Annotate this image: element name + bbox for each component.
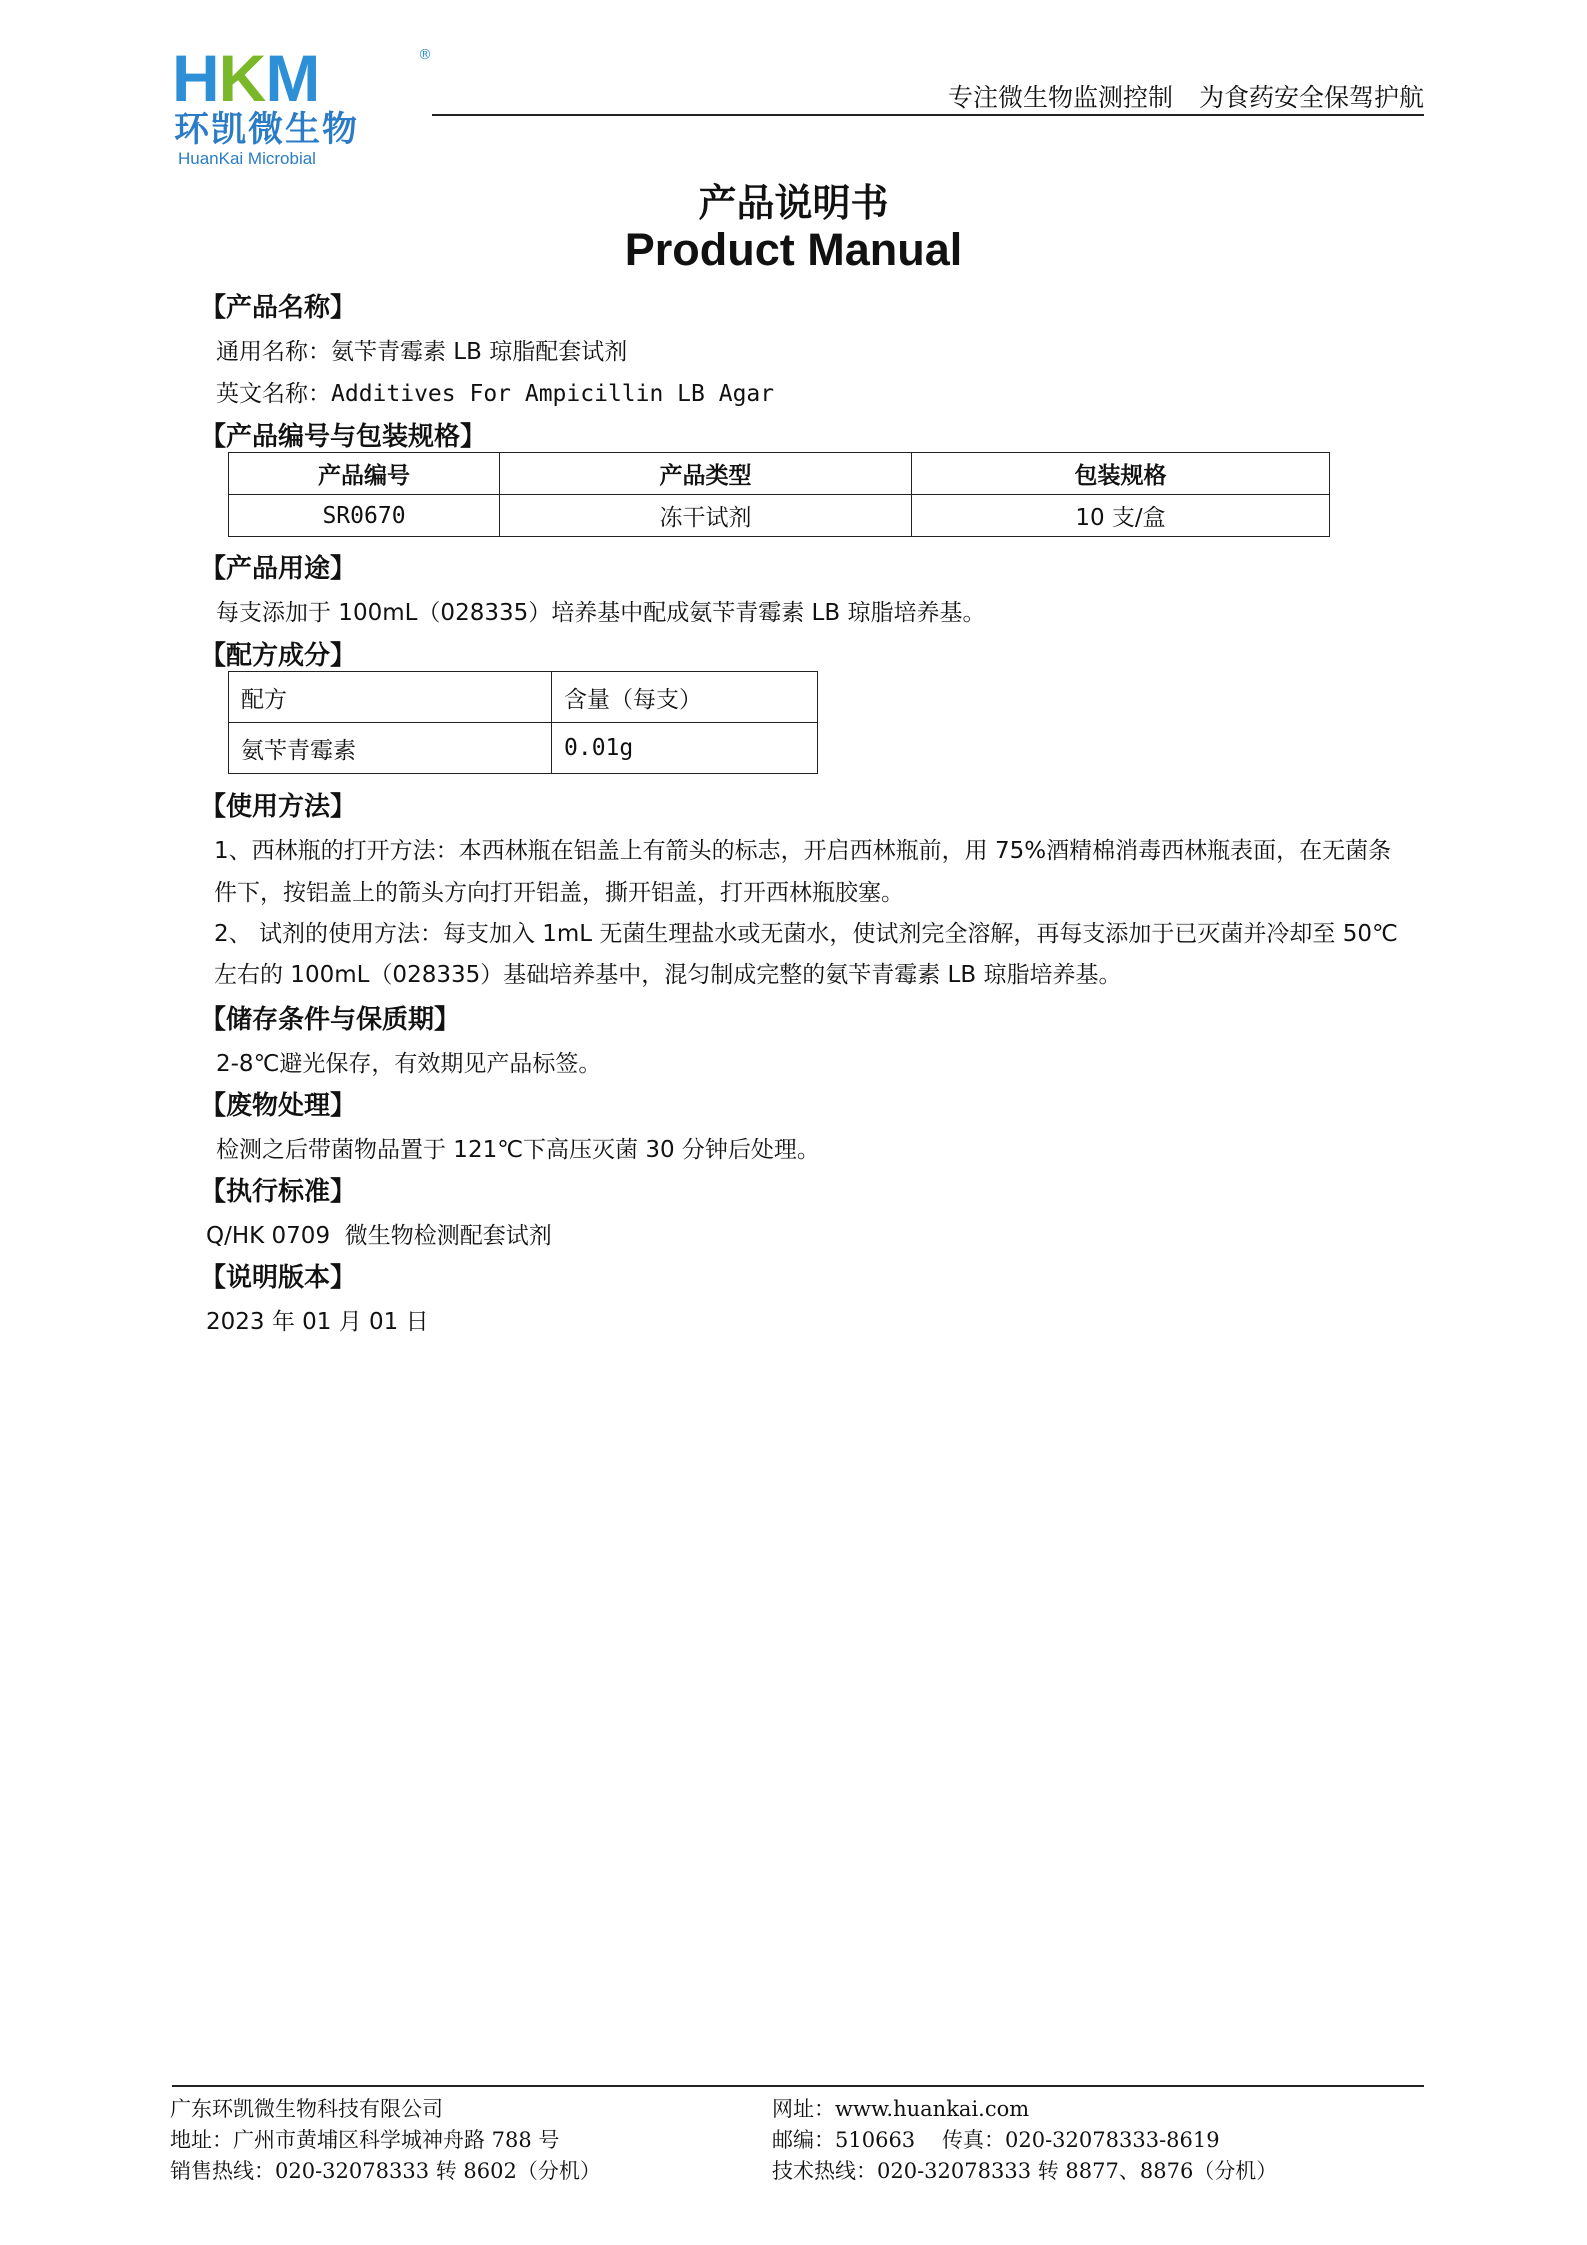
spec-header-type: 产品类型 [500, 453, 912, 495]
section-heading-standard: 【执行标准】 [200, 1177, 357, 1207]
formula-cell-amount: 0.01g [552, 723, 818, 774]
table-row [229, 723, 818, 774]
method-line-3: 2、 试剂的使用方法：每支加入 1mL 无菌生理盐水或无菌水，使试剂完全溶解，再每支添加于已灭菌并冷却至 50℃ [214, 921, 1398, 947]
header-divider [432, 114, 1424, 116]
footer-tech-hotline: 技术热线：020-32078333 转 8877、8876（分机） [772, 2159, 1278, 2183]
formula-header-amount: 含量（每支） [552, 672, 818, 723]
section-heading-method: 【使用方法】 [200, 792, 357, 822]
formula-table-header-row [229, 672, 818, 723]
standard-text: Q/HK 0709 微生物检测配套试剂 [206, 1223, 552, 1249]
section-heading-spec: 【产品编号与包装规格】 [200, 422, 487, 452]
spec-cell-type: 冻干试剂 [500, 495, 912, 537]
logo-english-name: HuanKai Microbial [178, 149, 316, 168]
slogan-left: 专注微生物监测控制 [947, 83, 1173, 112]
footer-sales-hotline: 销售热线：020-32078333 转 8602（分机） [170, 2159, 601, 2183]
section-heading-name: 【产品名称】 [200, 293, 357, 323]
disposal-text: 检测之后带菌物品置于 121℃下高压灭菌 30 分钟后处理。 [216, 1137, 820, 1163]
footer-company: 广东环凯微生物科技有限公司 [170, 2097, 443, 2121]
slogan-right: 为食药安全保驾护航 [1198, 83, 1424, 112]
page-title-en: Product Manual [624, 224, 963, 275]
english-name-line [216, 375, 774, 408]
table-row [229, 495, 1330, 537]
section-heading-formula: 【配方成分】 [200, 641, 357, 671]
footer-fax: 传真：020-32078333-8619 [942, 2128, 1220, 2152]
registered-mark: ® [418, 47, 432, 63]
section-heading-disposal: 【废物处理】 [200, 1091, 357, 1121]
section-heading-usage: 【产品用途】 [200, 554, 357, 584]
spec-cell-code: SR0670 [229, 495, 500, 537]
page-title-cn: 产品说明书 [698, 181, 889, 225]
storage-text: 2-8℃避光保存，有效期见产品标签。 [216, 1051, 602, 1077]
company-logo [172, 41, 442, 168]
logo-chinese-name: 环凯微生物 [174, 110, 360, 150]
formula-table [228, 671, 818, 774]
common-name-line [216, 333, 627, 366]
section-heading-version: 【说明版本】 [200, 1263, 357, 1293]
footer-address: 地址：广州市黄埔区科学城神舟路 788 号 [170, 2128, 560, 2152]
formula-cell-ingredient: 氨苄青霉素 [229, 723, 552, 774]
footer-divider [172, 2085, 1424, 2087]
spec-table-header-row [229, 453, 1330, 495]
spec-cell-package: 10 支/盒 [912, 495, 1330, 537]
section-heading-storage: 【储存条件与保质期】 [200, 1005, 461, 1035]
method-line-4: 左右的 100mL（028335）基础培养基中，混匀制成完整的氨苄青霉素 LB 琼脂培养基。 [214, 962, 1122, 988]
english-name-value: Additives For Ampicillin LB Agar [331, 381, 775, 407]
version-text: 2023 年 01 月 01 日 [206, 1309, 429, 1335]
common-name-value: 氨苄青霉素 LB 琼脂配套试剂 [331, 339, 628, 365]
spec-header-code: 产品编号 [229, 453, 500, 495]
logo-wordmark: HKM [172, 41, 320, 115]
usage-text: 每支添加于 100mL（028335）培养基中配成氨苄青霉素 LB 琼脂培养基。 [216, 600, 986, 626]
footer-website: 网址：www.huankai.com [772, 2097, 1030, 2121]
method-line-1: 1、西林瓶的打开方法：本西林瓶在铝盖上有箭头的标志，开启西林瓶前，用 75%酒精棉消毒西林瓶表面，在无菌条 [214, 838, 1392, 864]
english-name-label: 英文名称： [216, 381, 331, 407]
formula-header-ingredient: 配方 [229, 672, 552, 723]
method-line-2: 件下，按铝盖上的箭头方向打开铝盖，撕开铝盖，打开西林瓶胶塞。 [214, 880, 904, 906]
spec-header-package: 包装规格 [912, 453, 1330, 495]
spec-table [228, 452, 1330, 537]
header-slogan [948, 78, 1424, 114]
common-name-label: 通用名称： [216, 339, 331, 365]
footer-postcode: 邮编：510663 [772, 2128, 916, 2152]
